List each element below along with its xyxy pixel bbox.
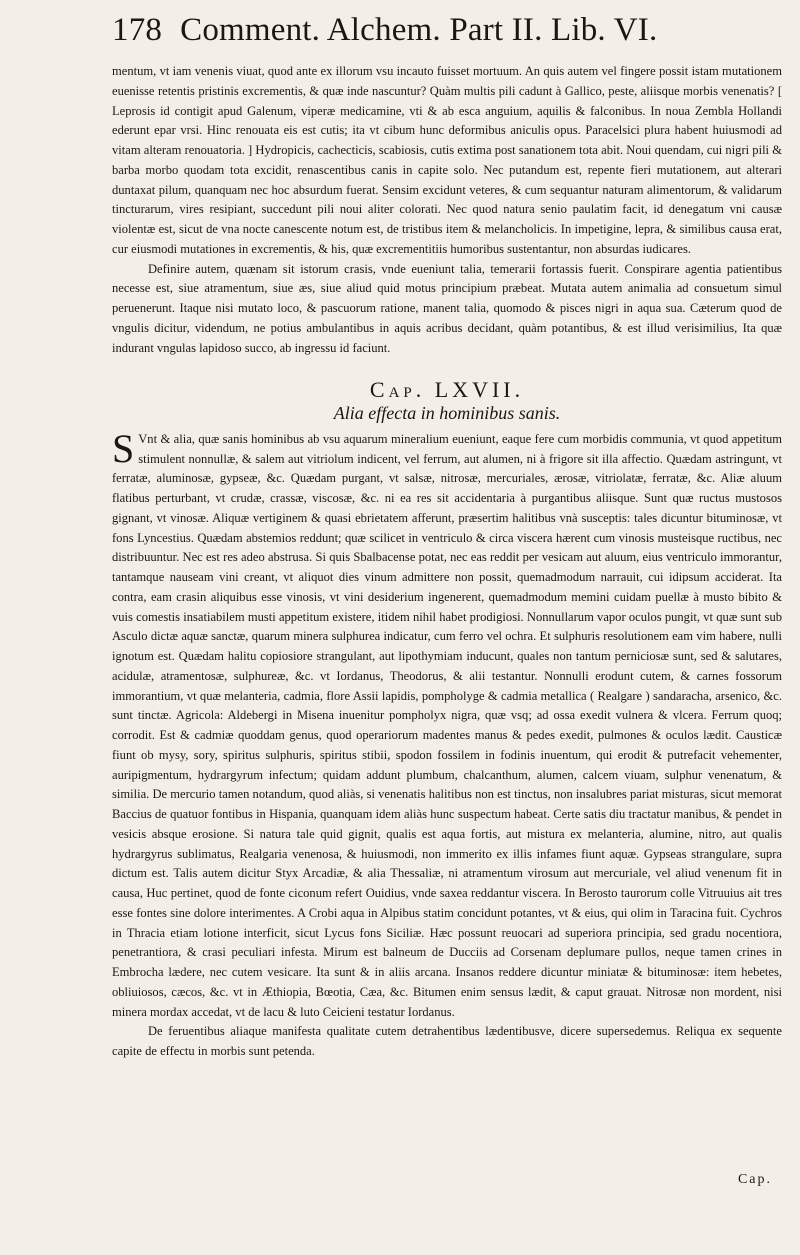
chapter-subtitle: Alia effecta in hominibus sanis.: [333, 403, 561, 423]
catchword: Cap.: [737, 1172, 772, 1187]
running-title: Comment. Alchem. Part II. Lib. VI.: [180, 12, 658, 48]
paragraph: mentum, vt iam venenis viuat, quod ante ex illorum vsu incauto fuisset mortuum. An quis autem vel fingere possit istam mutationem euenisse retentis pristinis excrementis, & quæ inde nascuntur? Quàm multis pili cadunt à Gallico, peste, aliisque morbis venenatis? [ Leprosis id contigit apud Galenum, viperæ medicamine, vti & ab esca anguium, aquilis & falconibus. In noua Zembla Hollandi ederunt epar vrsi. Hinc renouata eis est cutis; ita vt cibum hunc deformibus aniculis opus. Paracelsici plura habent huiusmodi ad vitam alteram renouatoria. ] Hydropicis, cachecticis, scabiosis, cutis extima post sanationem tota abit. Noui quendam, cui nigri pili & barba morbo quodam tota excidit, renascentibus canis in capite solo. Nec putandum est, repente fieri mutationem, aut alterari duntaxat pilum, quanquam nec hoc absurdum fuerat. Sensim excidunt veteres, & cum sequantur naturam alimentorum, & validarum tincturarum, vires resipiant, succedunt pili noui aliter colorati. Nec quod natura senio paulatim facit, id denegatum vni causæ violentæ est, sicut de vna nocte canescente notum est, de tristibus item & melancholicis. In impetigine, lepra, & similibus causa erat, cur eiusmodi mutationes in excrementis, & his, quæ excrementitiis humoribus sustentantur, non absurdas iudicares.: [112, 64, 782, 256]
paragraph: Definire autem, quænam sit istorum crasis, vnde eueniunt talia, temerarii fortassis fuerit. Conspirare agentia patientibus necesse est, siue atramentum, siue æs, siue aliud quid motus principium præbeat. Mutata autem animalia ad consuetum simul peruenerunt. Itaque nisi mutato loco, & pascuorum ratione, manent talia, quomodo & pisces nigri in aqua sua. Cæterum quod de vngulis dicitur, videndum, ne potius ambulantibus in aquis acribus decidant, quàm potantibus, & est illud verisimilius, Ita quæ indurant vngulas lapidoso succo, ab ingressu id faciunt.: [112, 261, 782, 355]
chapter-heading: Cap. LXVII.: [369, 377, 525, 403]
paragraph: SVnt & alia, quæ sanis hominibus ab vsu aquarum mineralium eueniunt, eaque fere cum morbidis communia, vt quod appetitum stimulent nonnullæ, & salem aut vitriolum indicent, vel ferrum, aut alumen, ni à frigore sit illa affectio. Quædam astringunt, vt ferratæ, aluminosæ, gypseæ, &c. Quædam purgant, vt salsæ, nitrosæ, mercuriales, ærosæ, vitriolatæ, ferratæ, &c. Aliæ aluum flatibus perturbant, vt crudæ, crassæ, viscosæ, &c. ni ea res sit accidentaria à purgantibus aliisque. Sunt quæ ructus mustosos gignant, vt vinosæ. Aliquæ vertiginem & quasi ebrietatem afferunt, præsertim halitibus vnà susceptis: tales dicuntur bituminosæ, vt fons Lyncestius. Quædam abstemios reddunt; quæ scilicet in ventriculo & circa viscera hærent cum vinosis musteisque ructibus, nec distribuuntur. Nec est res adeo abstrusa. Si quis Sbalbacense potat, nec eas reddit per vesicam aut aluum, eius ventriculo immorantur, tantamque nauseam vini creant, vt aliquot dies vinum admittere non possit, quemadmodum narrauit, cui idipsum acciderat. Ita contra, eam crasin aliquibus esse vinosis, vt vini desiderium ingenerent, quemadmodum memini cuidam puellæ à musto bibito & vuis comestis insatiabilem musti appetitum existere, itidem nihil habet prodigiosi. Nonnullarum vapor oculos pungit, vt quæ sunt sub Asculo dictæ aquæ sanctæ, quarum minera sulphurea indicatur, cum ferro vel ochra. Et sulphuris resolutionem eam vim habere, nulli ignotum est. Quædam halitu copiosiore strangulant, aut lipothymiam inducunt, quales non tantum perniciosæ sunt, sed & salutares, acidulæ, atramentosæ, sulphureæ, &c. vt Iordanus, Theodorus, & alii testantur. Nonnulli erodunt cutem, & carnes fossorum immorantium, vt quæ melanteria, cadmia, flore Assii lapidis, pompholyge & cadmia metallica ( Realgare ) sandaracha, arsenico, &c. sunt tinctæ. Agricola: Aldebergi in Misena inuenitur pompholyx nigra, quæ vsq; ad ossa exedit vulnera & vlcera. Ferrum quoq; corrodit. Est & cadmiæ quoddam genus, quod operariorum madentes manus & pedes exedit, pulmones & oculos lædit. Causticæ fiunt ob mysy, sory, spiritus sulphuris, spiritus stibii, spodon fossilem in fodinis inuentum, qui erodit & putrefacit vehementer, auripigmentum, hydrargyrum infectum; quidam addunt plumbum, chalcanthum, alumen, calcem viuam, sulphur venenatum, & similia. De mercurio tamen notandum, quod aliàs, si venenatis halitibus non est tinctus, non insalubres pariat misturas, sicut memorat Baccius de quatuor fontibus in Hispania, quanquam idem aliàs hunc suspectum habeat. Certe satis diu tractatur manibus, & pendet in vesicis absque erosione. Si natura tale quid gignit, qualis est aqua fortis, aut mistura ex melanteria, alumine, nitro, aut qualis hydrargyrus sublimatus, Realgaria venenosa, & huiusmodi, non immerito ex illis infames fiunt aquæ. Gypseas strangulare, supra dictum est. Talis autem dicitur Styx Arcadiæ, & alia Thessaliæ, ni atramentum virosum aut mercuriale, vel aliud venenum fit in causa, Huc pertinet, quod de fonte ciconum refert Ouidius, vnde saxea reddantur viscera. In Berosto taurorum colle Vitruuius ait tres esse fontes sine dolore interimentes. A Crobi aqua in Alpibus statim concidunt potantes, vt & eius, qui olim in Taracina fuit. Cychros in Thracia etiam lotione interficit, sicut Lycus fons Siciliæ. Hæc possunt reuocari ad superiora principia, sed gradu nocentiora, penetrantiora, & crasi peculiari infesta. Mirum est balneum de Ducciis ad Corsenam deplumare pullos, neque tamen crines in Embrocha lædere, nec cutem vesicare. Ita sunt & in aliis arcana. Insanos reddere dicuntur miniatæ & bituminosæ: item hebetes, obliuiosos, cæcos, &c. vt in Æthiopia, Bœotia, Cæa, &c. Bitumen enim sensus lædit, & caput grauat. Nitrosæ non mordent, nisi minera mordax accedat, vt de lacu & luto Ceicieni testatur Iordanus.: [112, 425, 782, 1019]
paragraph: De feruentibus aliaque manifesta qualitate cutem detrahentibus lædentibusve, dicere supersedemus. Reliqua ex sequente capite de effectu in morbis sunt petenda.: [112, 1024, 782, 1058]
page-number: 178: [112, 12, 163, 48]
running-header: [112, 12, 782, 62]
main-text: [112, 62, 782, 1062]
